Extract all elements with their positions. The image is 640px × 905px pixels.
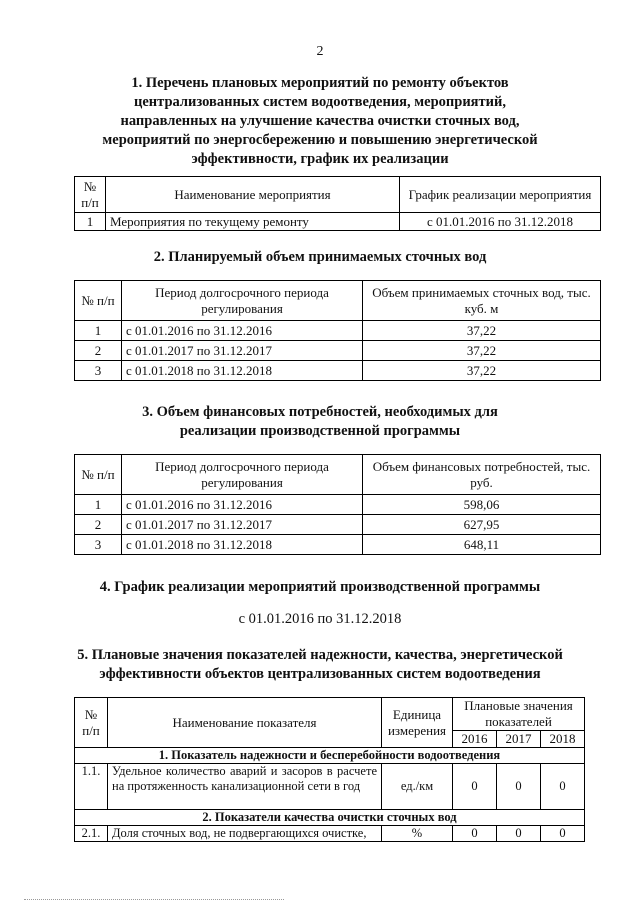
cell-value: 0 <box>540 826 584 842</box>
cell-num: 1 <box>75 495 122 515</box>
col-header-num: № п/п <box>75 455 122 495</box>
table-header-row <box>75 281 601 321</box>
table-row <box>75 361 601 381</box>
section1-title <box>70 74 570 169</box>
cell-num: 1.1. <box>75 764 108 810</box>
cell-schedule: с 01.01.2016 по 31.12.2018 <box>400 213 601 231</box>
col-header-planned: Плановые значения показателей <box>453 698 585 731</box>
cell-period: с 01.01.2018 по 31.12.2018 <box>122 535 363 555</box>
section2-table <box>74 280 601 381</box>
table-row <box>75 535 601 555</box>
section3-title-line: реализации производственной программы <box>179 423 461 439</box>
table-row <box>75 321 601 341</box>
section4-title: 4. График реализации мероприятий производственной программы <box>99 579 541 595</box>
scan-edge-artifact <box>24 899 284 902</box>
cell-value: 0 <box>453 826 497 842</box>
group2-title: 2. Показатели качества очистки сточных вод <box>75 810 585 826</box>
section2-title: 2. Планируемый объем принимаемых сточных вод <box>153 249 487 265</box>
cell-name: Мероприятия по текущему ремонту <box>106 213 400 231</box>
cell-value: 598,06 <box>363 495 601 515</box>
cell-period: с 01.01.2017 по 31.12.2017 <box>122 341 363 361</box>
cell-period: с 01.01.2018 по 31.12.2018 <box>122 361 363 381</box>
cell-value: 648,11 <box>363 535 601 555</box>
group-header-row <box>75 748 585 764</box>
section1-title-line: эффективности, график их реализации <box>191 151 449 167</box>
section5-title-line: 5. Плановые значения показателей надежности, качества, энергетической <box>77 647 563 663</box>
col-header-year: 2017 <box>496 731 540 748</box>
section3-table <box>74 454 601 555</box>
col-header-schedule: График реализации мероприятия <box>400 177 601 213</box>
cell-unit: % <box>382 826 453 842</box>
page-number: 2 <box>316 44 324 59</box>
table-row <box>75 495 601 515</box>
cell-period: с 01.01.2017 по 31.12.2017 <box>122 515 363 535</box>
cell-name: Удельное количество аварий и засоров в расчете на протяженность канализационной сети в год <box>108 764 382 810</box>
col-header-amount: Объем финансовых потребностей, тыс. руб. <box>363 455 601 495</box>
cell-num: 2.1. <box>75 826 108 842</box>
table-row <box>75 764 585 810</box>
col-header-num: № п/п <box>75 281 122 321</box>
table-header-row <box>75 698 585 731</box>
group-header-row <box>75 810 585 826</box>
section4-period: с 01.01.2016 по 31.12.2018 <box>238 611 402 627</box>
cell-unit: ед./км <box>382 764 453 810</box>
cell-num: 1 <box>75 213 106 231</box>
cell-value: 0 <box>453 764 497 810</box>
section3-title <box>70 403 570 441</box>
col-header-num: № п/п <box>75 698 108 748</box>
cell-period: с 01.01.2016 по 31.12.2016 <box>122 321 363 341</box>
cell-period: с 01.01.2016 по 31.12.2016 <box>122 495 363 515</box>
table-header-row <box>75 177 601 213</box>
cell-value: 0 <box>496 826 540 842</box>
section1-title-line: централизованных систем водоотведения, мероприятий, <box>134 94 506 110</box>
cell-value: 37,22 <box>363 321 601 341</box>
col-header-year: 2018 <box>540 731 584 748</box>
group1-title: 1. Показатель надежности и бесперебойности водоотведения <box>75 748 585 764</box>
col-header-name: Наименование показателя <box>108 698 382 748</box>
cell-num: 2 <box>75 515 122 535</box>
table-row <box>75 341 601 361</box>
section1-title-line: направленных на улучшение качества очистки сточных вод, <box>120 113 520 129</box>
section5-title-line: эффективности объектов централизованных систем водоотведения <box>99 666 541 682</box>
cell-name: Доля сточных вод, не подвергающихся очистке, <box>108 826 382 842</box>
col-header-unit: Единица измерения <box>382 698 453 748</box>
section1-title-line: 1. Перечень плановых мероприятий по ремонту объектов <box>131 75 509 91</box>
section1-title-line: мероприятий по энергосбережению и повышению энергетической <box>102 132 538 148</box>
table-header-row <box>75 455 601 495</box>
col-header-year: 2016 <box>453 731 497 748</box>
cell-value: 0 <box>496 764 540 810</box>
section5-table <box>74 697 585 842</box>
col-header-volume: Объем принимаемых сточных вод, тыс. куб. м <box>363 281 601 321</box>
section3-title-line: 3. Объем финансовых потребностей, необходимых для <box>142 404 498 420</box>
cell-num: 3 <box>75 535 122 555</box>
table-row <box>75 213 601 231</box>
cell-value: 0 <box>540 764 584 810</box>
table-row <box>75 515 601 535</box>
cell-value: 37,22 <box>363 341 601 361</box>
col-header-period: Период долгосрочного периода регулирования <box>122 281 363 321</box>
cell-value: 627,95 <box>363 515 601 535</box>
cell-num: 2 <box>75 341 122 361</box>
col-header-num: № п/п <box>75 177 106 213</box>
table-row <box>75 826 585 842</box>
col-header-period: Период долгосрочного периода регулирования <box>122 455 363 495</box>
cell-value: 37,22 <box>363 361 601 381</box>
section5-title <box>40 646 600 684</box>
cell-num: 3 <box>75 361 122 381</box>
section1-table <box>74 176 601 231</box>
col-header-name: Наименование мероприятия <box>106 177 400 213</box>
cell-num: 1 <box>75 321 122 341</box>
